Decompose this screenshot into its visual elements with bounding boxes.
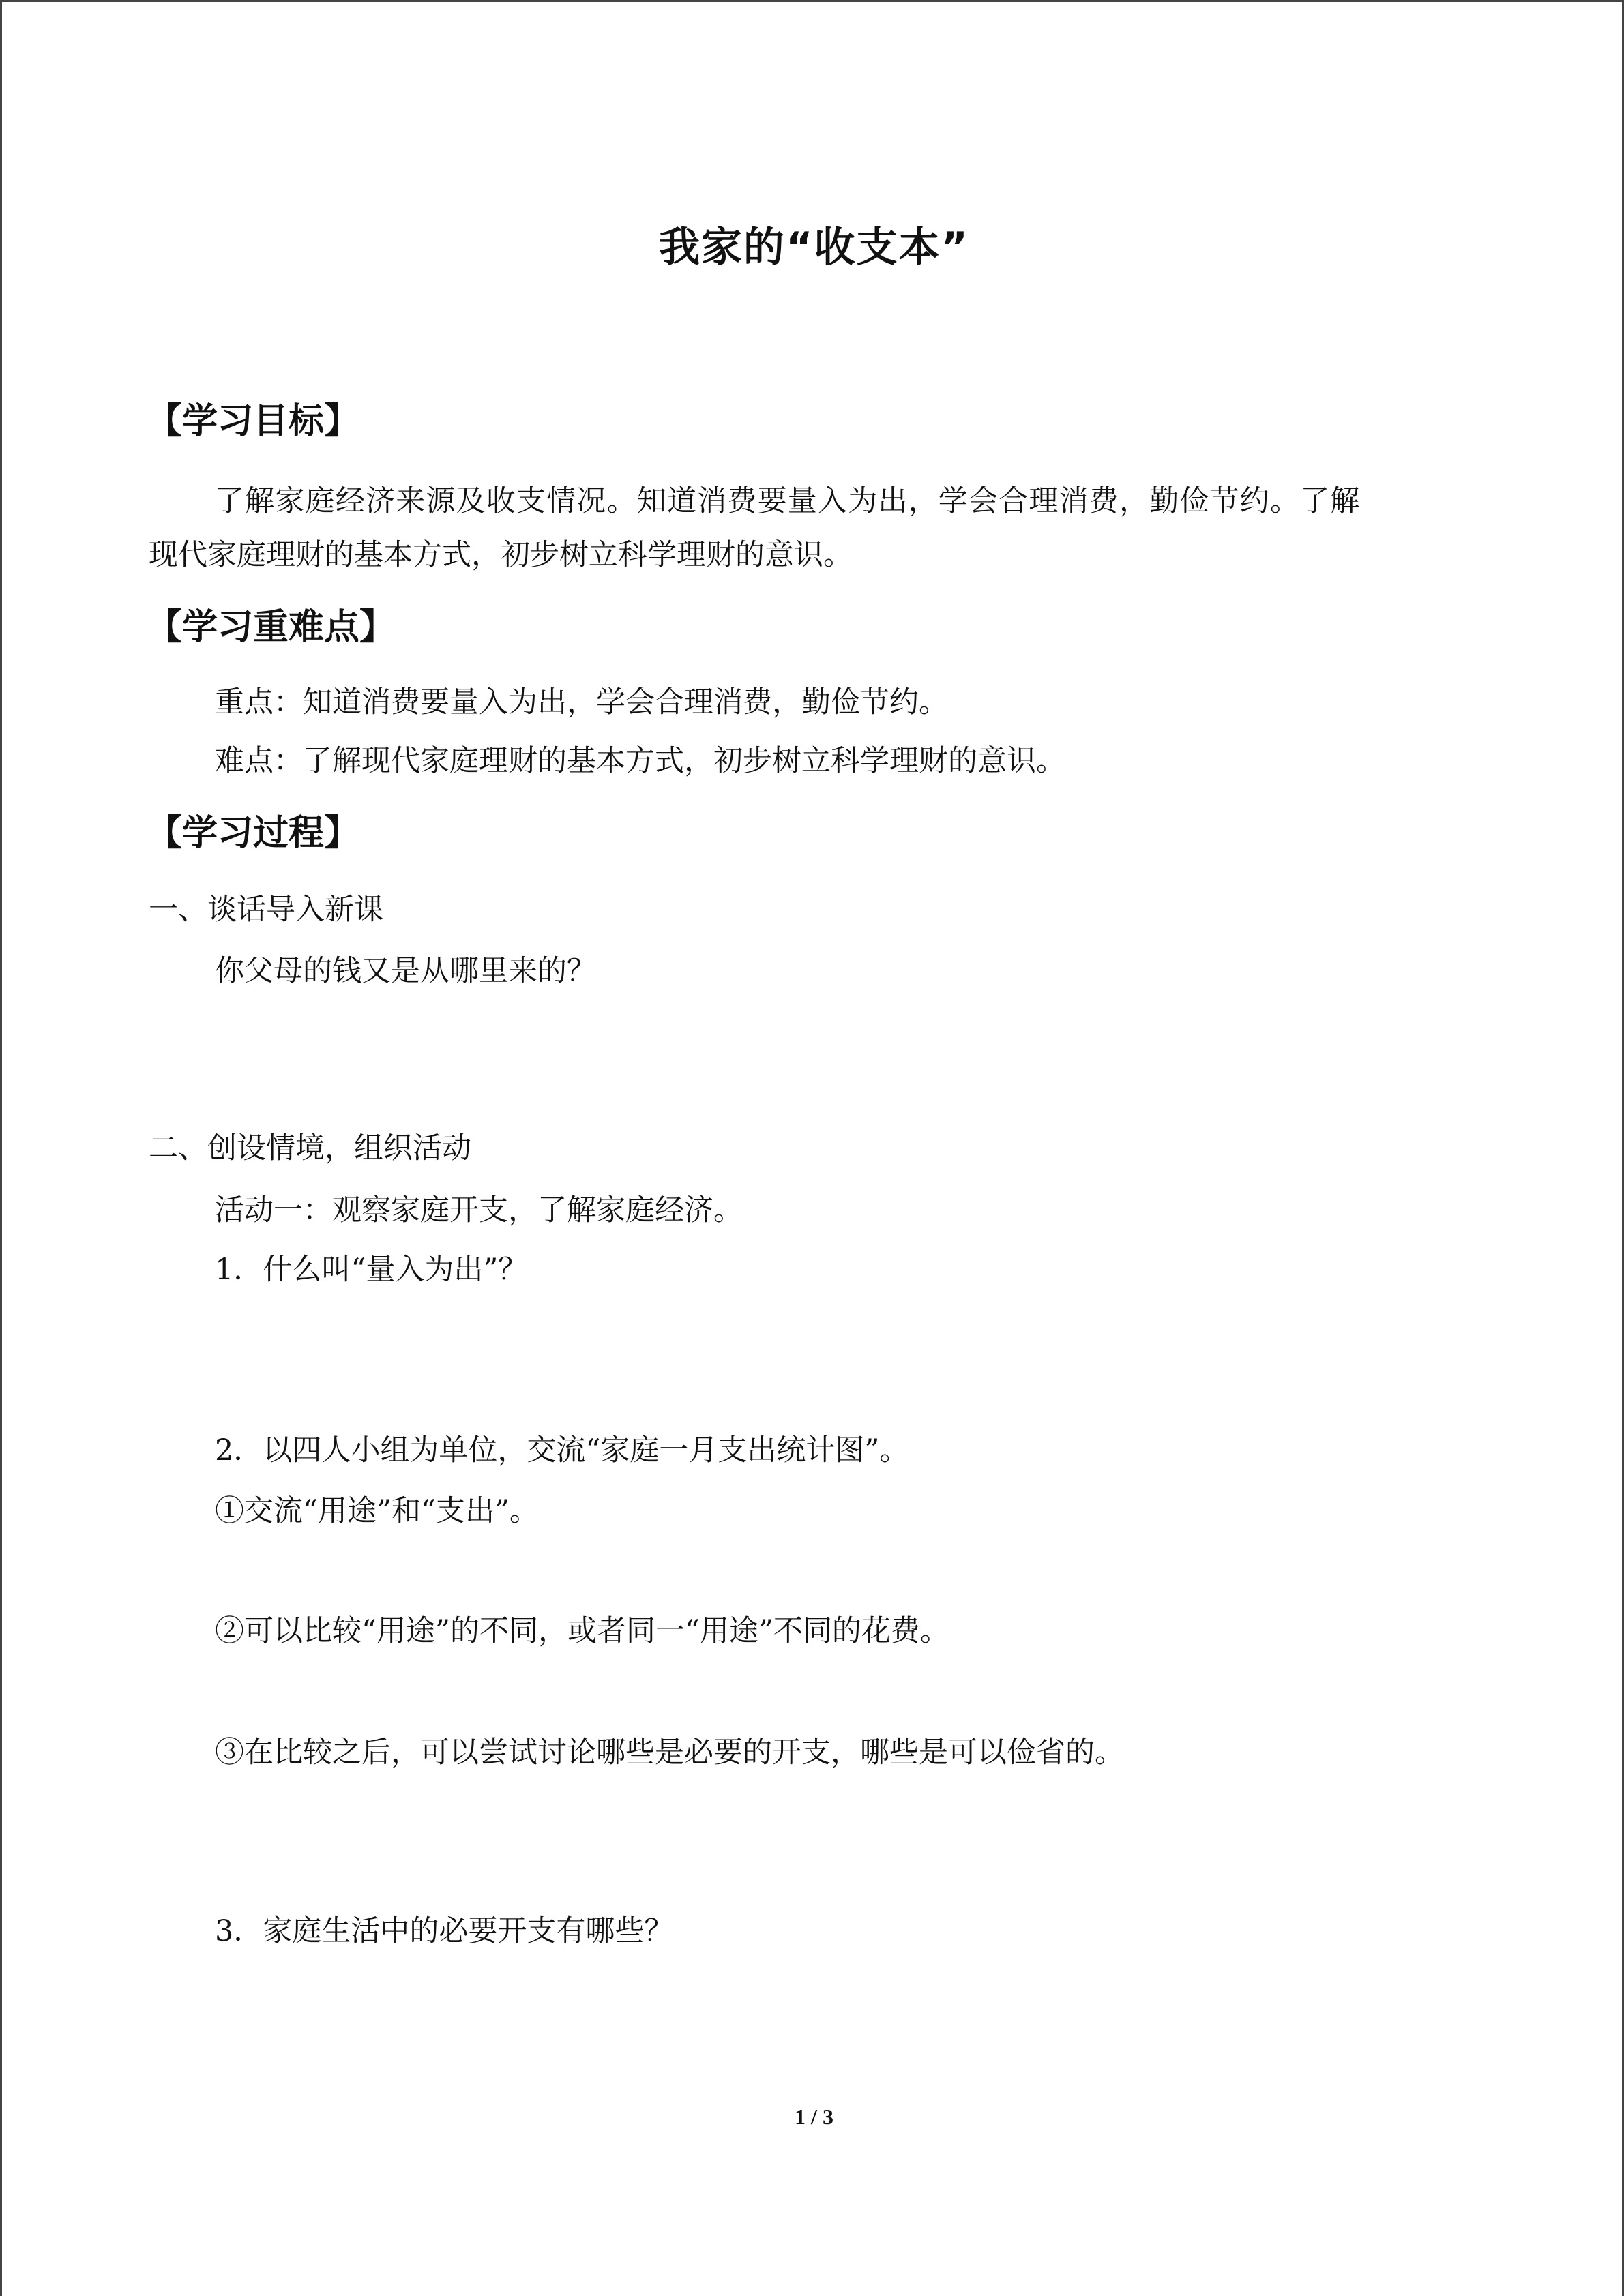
key-point-difficulty: 难点：了解现代家庭理财的基本方式，初步树立科学理财的意识。 [215,744,1065,778]
question-1: 1．什么叫“量入为出”？ [215,1253,528,1287]
page-number: 1 / 3 [795,2104,833,2129]
question-2-item-a: ①交流“用途”和“支出”。 [215,1494,539,1528]
activity-1: 活动一：观察家庭开支，了解家庭经济。 [215,1193,743,1227]
goals-paragraph-line-1: 了解家庭经济来源及收支情况。知道消费要量入为出，学会合理消费，勤俭节约。了解 [215,484,1361,518]
section-heading-goals: 【学习目标】 [147,401,360,442]
part-2-title: 二、创设情境，组织活动 [149,1131,471,1165]
question-2-item-b: ②可以比较“用途”的不同，或者同一“用途”不同的花费。 [215,1614,949,1648]
question-2-item-c: ③在比较之后，可以尝试讨论哪些是必要的开支，哪些是可以俭省的。 [215,1735,1124,1770]
part-1-title: 一、谈话导入新课 [149,893,383,927]
key-point-focus: 重点：知道消费要量入为出，学会合理消费，勤俭节约。 [215,685,948,719]
part-1-question: 你父母的钱又是从哪里来的？ [215,954,596,988]
goals-paragraph-line-2: 现代家庭理财的基本方式，初步树立科学理财的意识。 [149,538,853,572]
question-2: 2．以四人小组为单位，交流“家庭一月支出统计图”。 [215,1433,909,1467]
section-heading-key-points: 【学习重难点】 [147,607,396,648]
section-heading-process: 【学习过程】 [147,813,360,854]
question-3: 3．家庭生活中的必要开支有哪些？ [215,1914,674,1948]
document-title: 我家的“收支本” [659,224,969,271]
